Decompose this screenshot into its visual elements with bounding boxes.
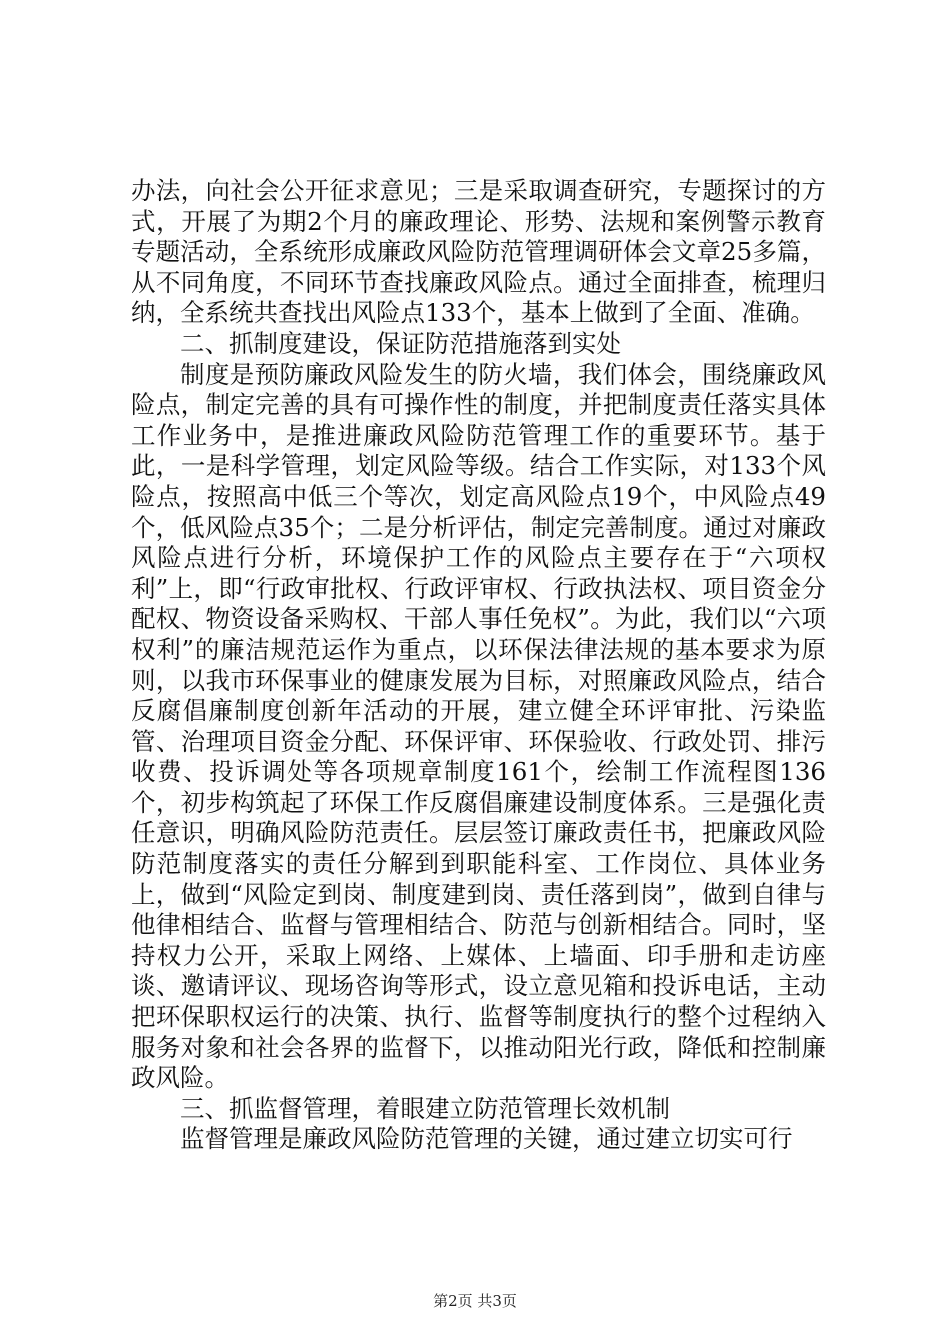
- document-body: [131, 176, 826, 1155]
- page-footer: 第2页 共3页: [433, 1292, 517, 1310]
- section-heading-3: 三、抓监督管理，着眼建立防范管理长效机制: [180, 1093, 670, 1123]
- paragraph-supervision: 监督管理是廉政风险防范管理的关键，通过建立切实可行: [180, 1124, 793, 1154]
- section-heading-2: 二、抓制度建设，保证防范措施落到实处: [180, 328, 621, 358]
- paragraph-institution-building: 制度是预防廉政风险发生的防火墙，我们体会，围绕廉政风险点，制定完善的具有可操作性的制度，并把制度责任落实具体工作业务中，是推进廉政风险防范管理工作的重要环节。基于此，一是科学管理，划定风险等级。结合工作实际，对133个风险点，按照高中低三个等次，划定高风险点19个，中风险点49个，低风险点35个；二是分析评估，制定完善制度。通过对廉政风险点进行分析，环境保护工作的风险点主要存在于“六项权利”上，即“行政审批权、行政评审权、行政执法权、项目资金分配权、物资设备采购权、干部人事任免权”。为此，我们以“六项权利”的廉洁规范运作为重点，以环保法律法规的基本要求为原则，以我市环保事业的健康发展为目标，对照廉政风险点，结合反腐倡廉制度创新年活动的开展，建立健全环评审批、污染监管、治理项目资金分配、环保评审、环保验收、行政处罚、排污收费、投诉调处等各项规章制度161个，绘制工作流程图136个，初步构筑起了环保工作反腐倡廉建设制度体系。三是强化责任意识，明确风险防范责任。层层签订廉政责任书，把廉政风险防范制度落实的责任分解到到职能科室、工作岗位、具体业务上，做到“风险定到岗、制度建到岗、责任落到岗”，做到自律与他律相结合、监督与管理相结合、防范与创新相结合。同时，坚持权力公开，采取上网络、上媒体、上墙面、印手册和走访座谈、邀请评议、现场咨询等形式，设立意见箱和投诉电话，主动把环保职权运行的决策、执行、监督等制度执行的整个过程纳入服务对象和社会各界的监督下，以推动阳光行政，降低和控制廉政风险。: [131, 359, 826, 1093]
- paragraph-continuation: 办法，向社会公开征求意见；三是采取调查研究，专题探讨的方式，开展了为期2个月的廉政理论、形势、法规和案例警示教育专题活动，全系统形成廉政风险防范管理调研体会文章25多篇，从不同角度，不同环节查找廉政风险点。通过全面排查，梳理归纳，全系统共查找出风险点133个，基本上做到了全面、准确。: [131, 176, 826, 328]
